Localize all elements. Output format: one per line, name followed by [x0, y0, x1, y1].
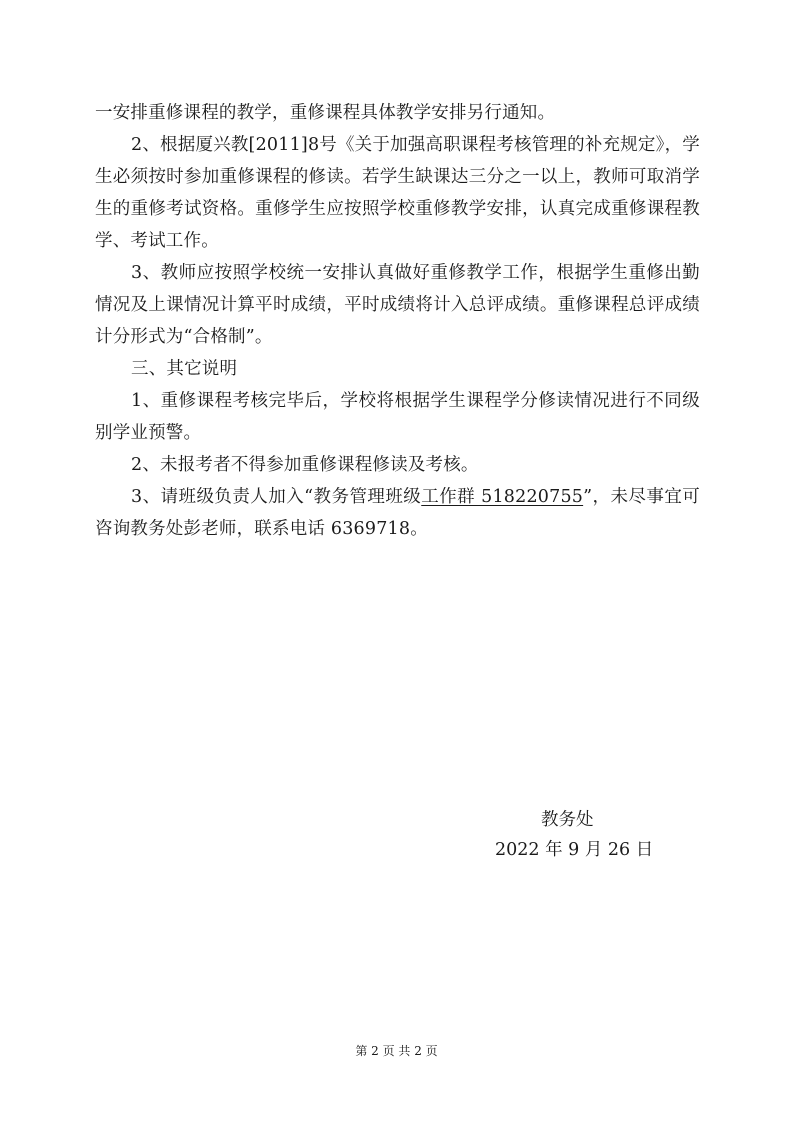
page-footer: 第 2 页 共 2 页 [355, 1044, 438, 1058]
work-group-underlined: 工作群 518220755 [421, 487, 584, 507]
paragraph-6: 2、未报考者不得参加重修课程修读及考核。 [131, 455, 479, 475]
paragraph-1: 一安排重修课程的教学，重修课程具体教学安排另行通知。 [95, 103, 556, 123]
paragraph-3: 3、教师应按照学校统一安排认真做好重修教学工作，根据学生重修出勤情况及上课情况计算平时成绩，平时成绩将计入总评成绩。重修课程总评成绩计分形式为“合格制”。 [95, 263, 700, 347]
paragraph-5: 1、重修课程考核完毕后，学校将根据学生课程学分修读情况进行不同级别学业预警。 [95, 391, 700, 443]
paragraph-2: 2、根据厦兴教[2011]8号《关于加强高职课程考核管理的补充规定》，学生必须按时参加重修课程的修读。若学生缺课达三分之一以上，教师可取消学生的重修考试资格。重修学生应按照学校重修教学安排，认真完成重修课程教学、考试工作。 [95, 135, 700, 251]
paragraph-7-after: ”，未尽事宜可咨询教务处彭老师，联系电话 6369718。 [95, 487, 700, 539]
signature-organization: 教务处 [541, 810, 594, 830]
document-body [95, 97, 700, 545]
paragraph-7 [95, 481, 700, 545]
signature-block [0, 805, 793, 875]
paragraph-7-before: 3、请班级负责人加入“教务管理班级 [131, 487, 422, 507]
section-heading-other: 三、其它说明 [131, 359, 238, 379]
signature-date: 2022 年 9 月 26 日 [495, 840, 654, 860]
